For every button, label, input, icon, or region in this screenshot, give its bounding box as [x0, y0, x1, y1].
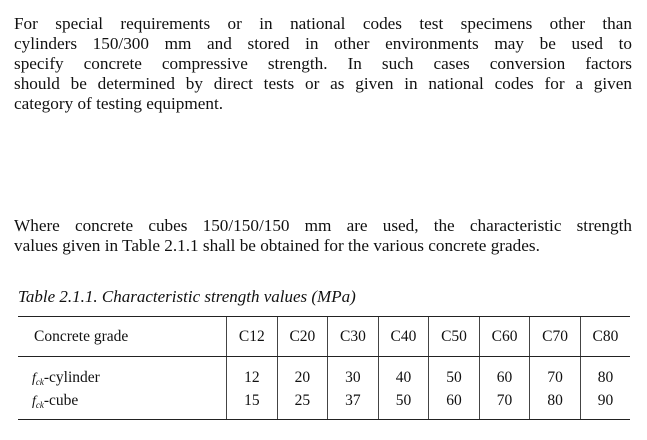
symbol-f: f — [32, 394, 36, 409]
header-grade: C30 — [328, 317, 379, 357]
paragraph-cube-values — [14, 216, 632, 256]
table-cell: 70 — [530, 357, 581, 390]
header-grade: C12 — [227, 317, 278, 357]
table-cell: 12 — [227, 357, 278, 390]
table-cell: 40 — [378, 357, 429, 390]
strength-table — [18, 316, 630, 420]
paragraph-line: cylinders 150/300 mm and stored in other environments may be used to — [14, 34, 632, 53]
paragraph-line: should be determined by direct tests or as given in national codes for a given — [14, 74, 632, 93]
paragraph-line: values given in Table 2.1.1 shall be obtained for the various concrete grades. — [14, 236, 540, 255]
header-grade: C80 — [580, 317, 630, 357]
table-cell: 37 — [328, 389, 379, 420]
paragraph-line: For special requirements or in national codes test specimens other than — [14, 14, 632, 33]
row-label-suffix: -cube — [43, 392, 79, 409]
paragraph-conversion-factors — [14, 14, 632, 114]
symbol-subscript: ck — [35, 400, 44, 410]
header-grade: C50 — [429, 317, 480, 357]
table-cell: 80 — [530, 389, 581, 420]
row-label-cube — [18, 389, 227, 420]
table-cell: 60 — [429, 389, 480, 420]
table-cell: 20 — [277, 357, 328, 390]
table-header-row — [18, 317, 630, 357]
row-label-cylinder — [18, 357, 227, 390]
header-grade: C20 — [277, 317, 328, 357]
table-cell: 70 — [479, 389, 530, 420]
table-cell: 50 — [378, 389, 429, 420]
table-row-cylinder — [18, 357, 630, 390]
header-grade: C70 — [530, 317, 581, 357]
symbol-f: f — [32, 371, 36, 386]
paragraph-line: Where concrete cubes 150/150/150 mm are used, the characteristic strength — [14, 216, 632, 235]
table-cell: 25 — [277, 389, 328, 420]
header-concrete-grade: Concrete grade — [18, 317, 227, 357]
table-cell: 15 — [227, 389, 278, 420]
row-label-suffix: -cylinder — [43, 369, 100, 386]
table-cell: 30 — [328, 357, 379, 390]
table-cell: 90 — [580, 389, 630, 420]
header-grade: C60 — [479, 317, 530, 357]
table-row-cube — [18, 389, 630, 420]
paragraph-line: category of testing equipment. — [14, 94, 224, 113]
table-cell: 50 — [429, 357, 480, 390]
table-caption: Table 2.1.1. Characteristic strength values (MPa) — [18, 287, 356, 306]
paragraph-line: specify concrete compressive strength. In such cases conversion factors — [14, 54, 632, 73]
header-grade: C40 — [378, 317, 429, 357]
symbol-subscript: ck — [35, 377, 44, 387]
table-cell: 80 — [580, 357, 630, 390]
table-cell: 60 — [479, 357, 530, 390]
